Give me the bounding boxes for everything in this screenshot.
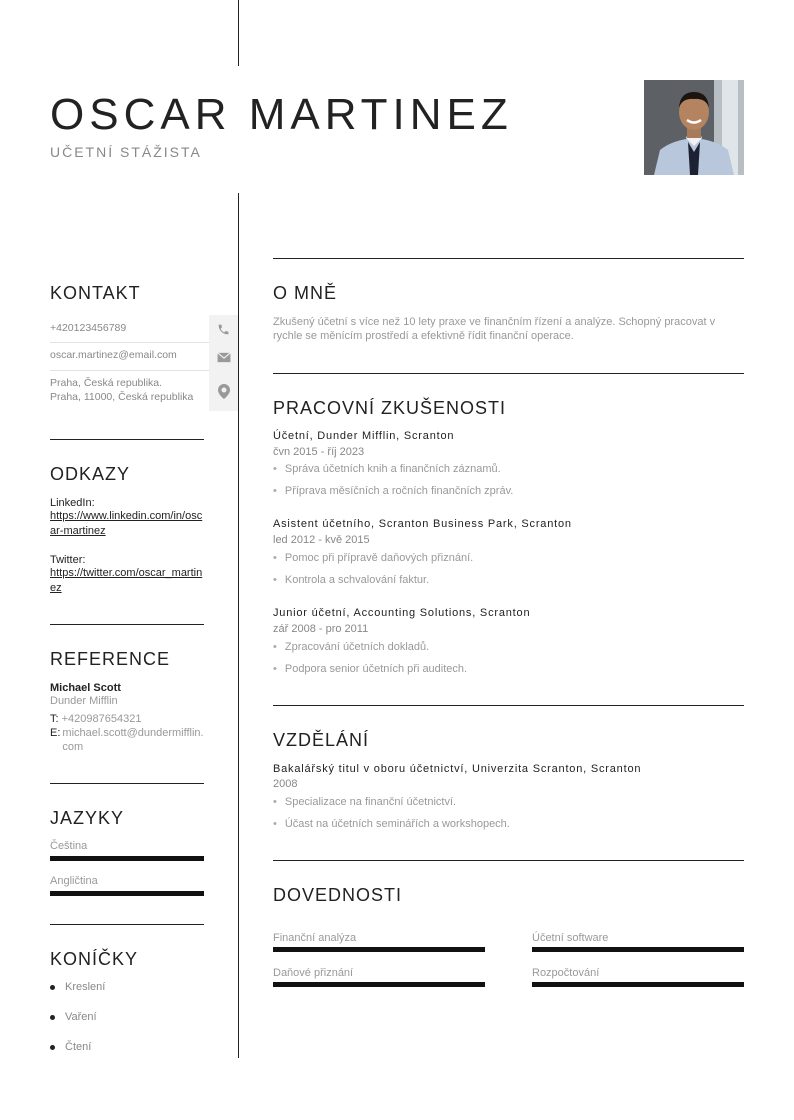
education-bullet-text: Účast na účetních seminářích a workshopech.	[284, 818, 510, 830]
hobby-item	[50, 1041, 91, 1053]
language-name: Čeština	[50, 840, 88, 852]
reference-phone-row	[50, 712, 204, 726]
education-heading: VZDĚLÁNÍ	[273, 730, 370, 750]
divider-main	[238, 193, 239, 1058]
contact-address-row	[50, 371, 238, 411]
divider-experience	[273, 373, 744, 374]
reference-phone: +420987654321	[61, 713, 142, 725]
reference-email-key: E:	[50, 727, 61, 739]
education-bullet	[273, 818, 510, 830]
language-level-bar	[50, 891, 204, 896]
job-bullet-text: Příprava měsíčních a ročních finančních zpráv.	[284, 485, 514, 497]
skill-item	[273, 967, 485, 987]
reference-block	[50, 682, 204, 754]
bullet-mark: •	[273, 485, 277, 497]
divider-contact	[50, 439, 204, 440]
hobby-item	[50, 981, 105, 993]
linkedin-link[interactable]: https://www.linkedin.com/in/oscar-martinez	[50, 510, 203, 537]
profile-photo	[644, 80, 744, 175]
job-bullet	[273, 485, 513, 497]
experience-heading: PRACOVNÍ ZKUŠENOSTI	[273, 398, 507, 418]
hobby-label: Čtení	[65, 1041, 92, 1053]
skill-level-bar	[273, 982, 485, 987]
bullet-mark: •	[273, 463, 277, 475]
divider-about	[273, 258, 744, 259]
divider-links	[50, 624, 204, 625]
job-bullet	[273, 552, 473, 564]
twitter-block	[50, 554, 204, 596]
skill-name: Finanční analýza	[273, 932, 357, 944]
reference-email-row	[50, 726, 204, 754]
skill-name: Rozpočtování	[532, 967, 600, 979]
job-bullet-text: Kontrola a schvalování faktur.	[284, 574, 430, 586]
job-date: led 2012 - kvě 2015	[273, 534, 370, 546]
bullet-dot	[50, 1045, 55, 1050]
skill-level-bar	[532, 947, 744, 952]
linkedin-block	[50, 497, 204, 539]
education-title: Bakalářský titul v oboru účetnictví, Univerzita Scranton, Scranton	[273, 763, 642, 775]
bullet-mark: •	[273, 663, 277, 675]
links-heading: ODKAZY	[50, 464, 131, 484]
contact-phone: +420123456789	[50, 322, 127, 334]
skill-level-bar	[532, 982, 744, 987]
divider-languages	[50, 924, 204, 925]
skill-name: Účetní software	[532, 932, 609, 944]
bullet-mark: •	[273, 818, 277, 830]
linkedin-label: LinkedIn:	[50, 497, 95, 509]
contact-address-line2: Praha, 11000, Česká republika	[50, 391, 194, 403]
job-bullet-text: Pomoc při přípravě daňových přiznání.	[284, 552, 474, 564]
candidate-name: OSCAR MARTINEZ	[50, 90, 513, 139]
reference-name: Michael Scott	[50, 682, 121, 694]
about-heading: O MNĚ	[273, 283, 338, 303]
skill-level-bar	[273, 947, 485, 952]
job-bullet	[273, 663, 467, 675]
job-bullet-text: Zpracování účetních dokladů.	[284, 641, 430, 653]
job-bullet-text: Správa účetních knih a finančních záznamů.	[284, 463, 501, 475]
skill-item	[532, 932, 744, 952]
skill-item	[532, 967, 744, 987]
reference-company: Dunder Mifflin	[50, 695, 118, 707]
contact-email: oscar.martinez@email.com	[50, 349, 177, 361]
contact-phone-row	[50, 315, 238, 343]
divider-top	[238, 0, 239, 66]
bullet-mark: •	[273, 574, 277, 586]
education-bullet	[273, 796, 456, 808]
divider-skills	[273, 860, 744, 861]
bullet-mark: •	[273, 641, 277, 653]
job-date: čvn 2015 - říj 2023	[273, 446, 365, 458]
skill-item	[273, 932, 485, 952]
job-bullet	[273, 463, 501, 475]
language-level-bar	[50, 856, 204, 861]
divider-reference	[50, 783, 204, 784]
contact-address	[50, 376, 193, 404]
phone-icon	[209, 315, 238, 343]
reference-phone-key: T:	[50, 713, 59, 725]
reference-email: michael.scott@dundermifflin.com	[62, 727, 204, 753]
hobbies-heading: KONÍČKY	[50, 949, 139, 969]
education-date: 2008	[273, 778, 298, 790]
language-item	[50, 875, 204, 896]
skills-heading: DOVEDNOSTI	[273, 885, 403, 905]
bullet-mark: •	[273, 552, 277, 564]
bullet-mark: •	[273, 796, 277, 808]
divider-education	[273, 705, 744, 706]
reference-heading: REFERENCE	[50, 649, 171, 669]
job-bullet	[273, 574, 429, 586]
skill-name: Daňové přiznání	[273, 967, 354, 979]
hobby-label: Vaření	[65, 1011, 97, 1023]
twitter-label: Twitter:	[50, 554, 86, 566]
contact-heading: KONTAKT	[50, 283, 141, 303]
bullet-dot	[50, 1015, 55, 1020]
candidate-title: UČETNÍ STÁŽISTA	[50, 144, 202, 160]
twitter-link[interactable]: https://twitter.com/oscar_martinez	[50, 567, 203, 594]
bullet-dot	[50, 985, 55, 990]
hobby-item	[50, 1011, 97, 1023]
contact-email-row	[50, 343, 238, 371]
education-bullet-text: Specializace na finanční účetnictví.	[284, 796, 457, 808]
job-date: zář 2008 - pro 2011	[273, 623, 369, 635]
job-title: Asistent účetního, Scranton Business Park, Scranton	[273, 518, 572, 530]
job-bullet-text: Podpora senior účetních při auditech.	[284, 663, 468, 675]
job-title: Junior účetní, Accounting Solutions, Scranton	[273, 607, 531, 619]
language-name: Angličtina	[50, 875, 98, 887]
job-bullet	[273, 641, 429, 653]
contact-address-line1: Praha, Česká republika.	[50, 377, 163, 389]
languages-heading: JAZYKY	[50, 808, 125, 828]
hobby-label: Kreslení	[65, 981, 106, 993]
about-text: Zkušený účetní s více než 10 lety praxe ve finančním řízení a analýze. Schopný pracovat v rychle se měnícím prostředí a efektivně řídit finanční operace.	[273, 316, 716, 342]
envelope-icon	[209, 343, 238, 371]
job-title: Účetní, Dunder Mifflin, Scranton	[273, 430, 455, 442]
location-pin-icon	[209, 371, 238, 411]
language-item	[50, 840, 204, 861]
